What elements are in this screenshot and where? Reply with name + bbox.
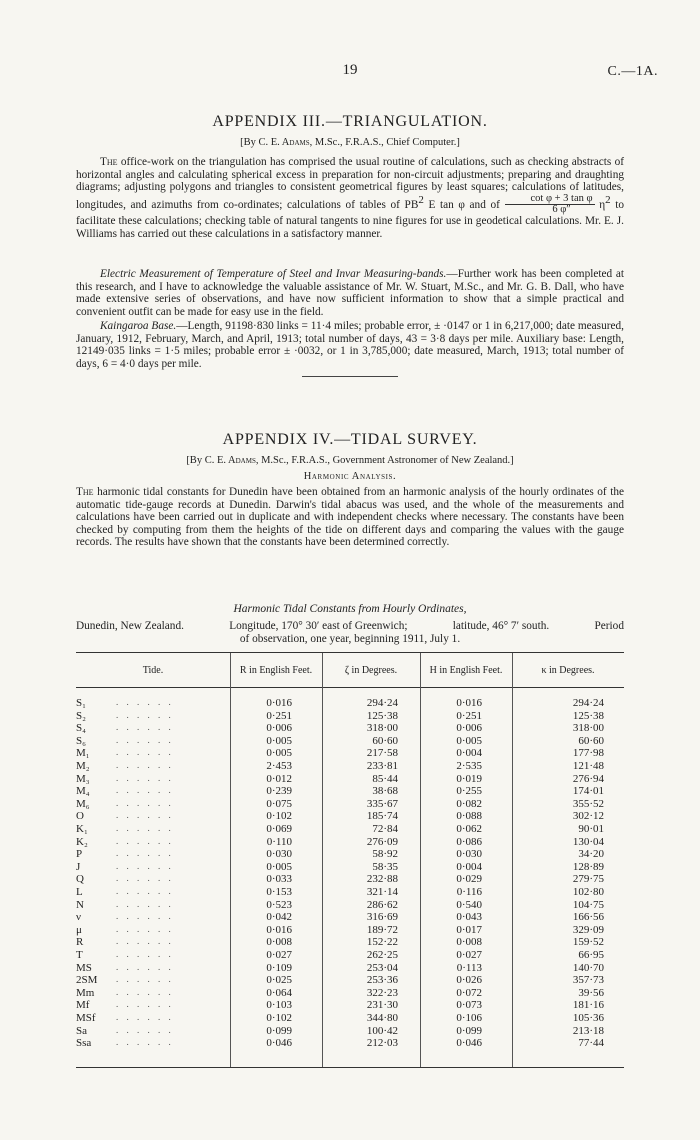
h-value: 0·540 bbox=[456, 898, 482, 911]
kappa-value: 318·00 bbox=[572, 722, 604, 735]
zeta-value: 38·68 bbox=[372, 785, 398, 798]
zeta-value: 322·23 bbox=[366, 986, 398, 999]
tide-cell: N bbox=[76, 898, 84, 911]
r-value: 0·008 bbox=[266, 936, 292, 949]
r-value: 0·251 bbox=[266, 709, 292, 722]
header-zeta: ζ in Degrees. bbox=[344, 665, 398, 676]
leader-dots: . . . . . . bbox=[116, 797, 174, 808]
r-value: 0·103 bbox=[266, 999, 292, 1012]
kappa-value: 276·94 bbox=[572, 772, 604, 785]
kappa-value: 77·44 bbox=[578, 1037, 604, 1050]
r-value: 0·102 bbox=[266, 1012, 292, 1024]
leader-dots: . . . . . . bbox=[116, 936, 174, 947]
table-row bbox=[76, 924, 624, 937]
h-value: 0·043 bbox=[456, 911, 482, 924]
r-value: 0·110 bbox=[266, 835, 292, 848]
tide-cell: MSf bbox=[76, 1012, 96, 1024]
table-row bbox=[76, 836, 624, 849]
h-value: 0·116 bbox=[456, 886, 482, 898]
zeta-value: 58·35 bbox=[372, 860, 398, 873]
zeta-value: 253·04 bbox=[366, 961, 398, 974]
h-value: 0·008 bbox=[456, 936, 482, 949]
kappa-value: 294·24 bbox=[572, 697, 604, 709]
zeta-value: 253·36 bbox=[366, 974, 398, 987]
h-value: 0·027 bbox=[456, 949, 482, 961]
zeta-value: 262·25 bbox=[366, 949, 398, 961]
table-row bbox=[76, 798, 624, 811]
zeta-value: 58·92 bbox=[372, 848, 398, 861]
h-value: 0·082 bbox=[456, 797, 482, 810]
h-value: 0·099 bbox=[456, 1024, 482, 1037]
table-row bbox=[76, 785, 624, 798]
location-line: Dunedin, New Zealand. Longitude, 170° 30′ east of Greenwich; latitude, 46° 7′ south. Period bbox=[76, 620, 624, 632]
table-row bbox=[76, 861, 624, 874]
kappa-value: 66·95 bbox=[578, 949, 604, 961]
table-row bbox=[76, 936, 624, 949]
kappa-value: 279·75 bbox=[572, 873, 604, 886]
h-value: 0·106 bbox=[456, 1012, 482, 1024]
tide-cell: M₃ bbox=[76, 772, 90, 785]
appendix-3-paragraph-3: Kaingaroa Base.—Length, 91198·830 links = 11·4 miles; probable error, ± ·0147 or 1 in 6,217,000; date measured, January, 1912, February, March, and April, 1913; total number of days, 43 = 3·8 days per mile. Auxiliary base: Length, 12149·035 links = 1·5 miles; probable error ± ·0032, or 1 in 3,785,000; date measured, March, 1913; total number of days, 6 = 4·0 days per mile. bbox=[76, 320, 624, 370]
zeta-value: 100·42 bbox=[366, 1024, 398, 1037]
r-value: 0·016 bbox=[266, 697, 292, 709]
table-row bbox=[76, 899, 624, 912]
leader-dots: . . . . . . bbox=[116, 986, 174, 997]
tide-cell: ν bbox=[76, 911, 81, 924]
h-value: 0·088 bbox=[456, 810, 482, 823]
tide-cell: S₁ bbox=[76, 697, 86, 709]
tide-cell: MS bbox=[76, 961, 92, 974]
h-value: 0·019 bbox=[456, 772, 482, 785]
tidal-constants-table bbox=[76, 652, 624, 1068]
table-row bbox=[76, 773, 624, 786]
document-code: C.—1A. bbox=[607, 64, 658, 79]
kappa-value: 104·75 bbox=[572, 898, 604, 911]
h-value: 0·004 bbox=[456, 747, 482, 760]
h-value: 0·005 bbox=[456, 734, 482, 747]
leader-dots: . . . . . . bbox=[116, 747, 174, 758]
table-row bbox=[76, 848, 624, 861]
table-row bbox=[76, 949, 624, 962]
table-row bbox=[76, 1025, 624, 1038]
r-value: 0·030 bbox=[266, 848, 292, 861]
leader-dots: . . . . . . bbox=[116, 1012, 174, 1022]
table-row bbox=[76, 1012, 624, 1025]
table-row bbox=[76, 962, 624, 975]
appendix-3-paragraph-1: The office-work on the triangulation has comprised the usual routine of calculations, such as checking abstracts of horizontal angles and calculating spherical excess in preparation for non-circuit adjustments; preparing and draughting diagrams; adjusting polygons and triangles to consistent geometrical figures by least squares; calculations of latitudes, longitudes, and azimuths from co-ordinates; calculations of tables of $PB^2$ E tan φ and of $\frac{\text{cot φ + 3 tan φ}}{6 \varphi''}$ $\eta^2$ to facilitate these calculations; checking table of natural tangents to nine figures for use in geodetical calculations. Mr. E. J. Williams has carried out these calculations in a satisfactory manner. bbox=[76, 156, 625, 241]
zeta-value: 321·14 bbox=[366, 886, 398, 898]
leader-dots: . . . . . . bbox=[116, 785, 174, 796]
h-value: 0·006 bbox=[456, 722, 482, 735]
appendix-3-title: APPENDIX III.—TRIANGULATION. bbox=[212, 113, 488, 130]
tide-cell: P bbox=[76, 848, 83, 861]
tide-cell: μ bbox=[76, 923, 82, 936]
kappa-value: 159·52 bbox=[572, 936, 604, 949]
table-row bbox=[76, 722, 624, 735]
leader-dots: . . . . . . bbox=[116, 1037, 174, 1048]
harmonic-analysis-heading: Harmonic Analysis. bbox=[303, 471, 397, 482]
zeta-value: 276·09 bbox=[366, 835, 398, 848]
r-value: 0·005 bbox=[266, 860, 292, 873]
kappa-value: 329·09 bbox=[572, 923, 604, 936]
header-kappa: κ in Degrees. bbox=[541, 665, 595, 676]
table-row bbox=[76, 1037, 624, 1050]
zeta-value: 152·22 bbox=[366, 936, 398, 949]
zeta-value: 318·00 bbox=[366, 722, 398, 735]
leader-dots: . . . . . . bbox=[116, 848, 174, 859]
tide-cell: L bbox=[76, 886, 83, 898]
kappa-value: 213·18 bbox=[572, 1024, 604, 1037]
leader-dots: . . . . . . bbox=[116, 760, 174, 770]
tide-cell: J bbox=[76, 860, 81, 873]
tide-cell: K₂ bbox=[76, 835, 88, 848]
table-title: Harmonic Tidal Constants from Hourly Ordinates, bbox=[233, 603, 467, 615]
header-h: H in English Feet. bbox=[429, 665, 503, 676]
r-value: 0·239 bbox=[266, 785, 292, 798]
leader-dots: . . . . . . bbox=[116, 823, 174, 833]
h-value: 0·004 bbox=[456, 860, 482, 873]
kappa-value: 60·60 bbox=[578, 734, 604, 747]
zeta-value: 72·84 bbox=[372, 823, 398, 835]
kappa-value: 181·16 bbox=[572, 999, 604, 1012]
h-value: 0·255 bbox=[456, 785, 482, 798]
r-value: 0·046 bbox=[266, 1037, 292, 1050]
h-value: 0·046 bbox=[456, 1037, 482, 1050]
tide-cell: Q bbox=[76, 873, 84, 886]
r-value: 0·075 bbox=[266, 797, 292, 810]
kappa-value: 130·04 bbox=[572, 835, 604, 848]
table-row bbox=[76, 987, 624, 1000]
table-row bbox=[76, 999, 624, 1012]
r-value: 0·109 bbox=[266, 961, 292, 974]
leader-dots: . . . . . . bbox=[116, 1024, 174, 1035]
appendix-4-paragraph: The harmonic tidal constants for Dunedin have been obtained from an harmonic analysis of the hourly ordinates of the automatic tide-gauge records at Dunedin. Darwin's tidal abacus was used, and the whole of the measurements and calculations have been carried out in duplicate and with independent checks where necessary. The constants have been checked by computing from them the heights of the tide on different days and comparing the values with the gauge records. The results have shown that the constants have been determined correctly. bbox=[76, 486, 624, 549]
kappa-value: 121·48 bbox=[572, 760, 604, 772]
h-value: 0·026 bbox=[456, 974, 482, 987]
tide-cell: M₆ bbox=[76, 797, 90, 810]
r-value: 0·102 bbox=[266, 810, 292, 823]
tide-cell: M₂ bbox=[76, 760, 90, 772]
leader-dots: . . . . . . bbox=[116, 873, 174, 884]
r-value: 0·005 bbox=[266, 747, 292, 760]
r-value: 0·042 bbox=[266, 911, 292, 924]
r-value: 0·523 bbox=[266, 898, 292, 911]
table-row bbox=[76, 810, 624, 823]
zeta-value: 60·60 bbox=[372, 734, 398, 747]
leader-dots: . . . . . . bbox=[116, 734, 174, 745]
header-r: R in English Feet. bbox=[239, 665, 313, 676]
h-value: 2·535 bbox=[456, 760, 482, 772]
leader-dots: . . . . . . bbox=[116, 923, 174, 934]
r-value: 0·069 bbox=[266, 823, 292, 835]
zeta-value: 335·67 bbox=[366, 797, 398, 810]
h-value: 0·113 bbox=[456, 961, 482, 974]
leader-dots: . . . . . . bbox=[116, 697, 174, 707]
tide-cell: S₂ bbox=[76, 709, 86, 722]
zeta-value: 231·30 bbox=[366, 999, 398, 1012]
r-value: 0·099 bbox=[266, 1024, 292, 1037]
leader-dots: . . . . . . bbox=[116, 961, 174, 972]
r-value: 0·027 bbox=[266, 949, 292, 961]
table-row bbox=[76, 747, 624, 760]
zeta-value: 233·81 bbox=[366, 760, 398, 772]
r-value: 0·006 bbox=[266, 722, 292, 735]
kappa-value: 355·52 bbox=[572, 797, 604, 810]
appendix-4-title: APPENDIX IV.—TIDAL SURVEY. bbox=[222, 431, 478, 448]
zeta-value: 189·72 bbox=[366, 923, 398, 936]
kappa-value: 105·36 bbox=[572, 1012, 604, 1024]
kappa-value: 177·98 bbox=[572, 747, 604, 760]
kappa-value: 140·70 bbox=[572, 961, 604, 974]
leader-dots: . . . . . . bbox=[116, 999, 174, 1010]
leader-dots: . . . . . . bbox=[116, 911, 174, 922]
kappa-value: 166·56 bbox=[572, 911, 604, 924]
h-value: 0·062 bbox=[456, 823, 482, 835]
zeta-value: 85·44 bbox=[372, 772, 398, 785]
kappa-value: 102·80 bbox=[572, 886, 604, 898]
h-value: 0·017 bbox=[456, 923, 482, 936]
table-row bbox=[76, 873, 624, 886]
h-value: 0·029 bbox=[456, 873, 482, 886]
tide-cell: S₆ bbox=[76, 734, 86, 747]
r-value: 0·012 bbox=[266, 772, 292, 785]
tide-cell: Mm bbox=[76, 986, 95, 999]
r-value: 0·025 bbox=[266, 974, 292, 987]
tide-cell: M₁ bbox=[76, 747, 90, 760]
kappa-value: 357·73 bbox=[572, 974, 604, 987]
zeta-value: 212·03 bbox=[366, 1037, 398, 1050]
tide-cell: S₄ bbox=[76, 722, 86, 735]
tide-cell: K₁ bbox=[76, 823, 88, 835]
zeta-value: 316·69 bbox=[366, 911, 398, 924]
table-row bbox=[76, 886, 624, 899]
leader-dots: . . . . . . bbox=[116, 886, 174, 896]
tide-cell: M₄ bbox=[76, 785, 90, 798]
tide-cell: 2SM bbox=[76, 974, 98, 987]
table-header-rule bbox=[76, 687, 624, 688]
tide-cell: Mf bbox=[76, 999, 90, 1012]
table-row bbox=[76, 760, 624, 773]
leader-dots: . . . . . . bbox=[116, 949, 174, 959]
leader-dots: . . . . . . bbox=[116, 898, 174, 909]
tide-cell: O bbox=[76, 810, 84, 823]
table-row bbox=[76, 911, 624, 924]
kappa-value: 90·01 bbox=[578, 823, 604, 835]
zeta-value: 185·74 bbox=[366, 810, 398, 823]
zeta-value: 344·80 bbox=[366, 1012, 398, 1024]
h-value: 0·072 bbox=[456, 986, 482, 999]
table-row bbox=[76, 974, 624, 987]
r-value: 0·153 bbox=[266, 886, 292, 898]
kappa-value: 174·01 bbox=[572, 785, 604, 798]
leader-dots: . . . . . . bbox=[116, 722, 174, 733]
r-value: 0·005 bbox=[266, 734, 292, 747]
page-number: 19 bbox=[342, 62, 358, 78]
h-value: 0·086 bbox=[456, 835, 482, 848]
header-tide: Tide. bbox=[142, 665, 164, 676]
r-value: 0·016 bbox=[266, 923, 292, 936]
r-value: 0·064 bbox=[266, 986, 292, 999]
leader-dots: . . . . . . bbox=[116, 709, 174, 720]
h-value: 0·251 bbox=[456, 709, 482, 722]
table-row bbox=[76, 697, 624, 710]
h-value: 0·016 bbox=[456, 697, 482, 709]
zeta-value: 286·62 bbox=[366, 898, 398, 911]
tide-cell: Sa bbox=[76, 1024, 87, 1037]
appendix-3-byline: [By C. E. Adams, M.Sc., F.R.A.S., Chief Computer.] bbox=[240, 137, 460, 148]
kappa-value: 302·12 bbox=[572, 810, 604, 823]
leader-dots: . . . . . . bbox=[116, 772, 174, 783]
kappa-value: 125·38 bbox=[572, 709, 604, 722]
leader-dots: . . . . . . bbox=[116, 835, 174, 846]
r-value: 0·033 bbox=[266, 873, 292, 886]
r-value: 2·453 bbox=[266, 760, 292, 772]
kappa-value: 39·56 bbox=[578, 986, 604, 999]
tide-cell: R bbox=[76, 936, 84, 949]
appendix-3-paragraph-2: Electric Measurement of Temperature of Steel and Invar Measuring-bands.—Further work has been completed at this research, and I have to acknowledge the valuable assistance of Mr. W. Stuart, M.Sc., and Mr. G. B. Dall, who have made extensive series of observations, and have now sufficient information to show that a simple practical and convenient outfit can be made for easy use in the field. bbox=[76, 268, 624, 318]
observation-period: of observation, one year, beginning 1911, July 1. bbox=[239, 633, 461, 645]
leader-dots: . . . . . . bbox=[116, 810, 174, 821]
tide-cell: T bbox=[76, 949, 83, 961]
zeta-value: 125·38 bbox=[366, 709, 398, 722]
table-row bbox=[76, 735, 624, 748]
tide-cell: Ssa bbox=[76, 1037, 92, 1050]
zeta-value: 232·88 bbox=[366, 873, 398, 886]
appendix-4-byline: [By C. E. Adams, M.Sc., F.R.A.S., Government Astronomer of New Zealand.] bbox=[186, 455, 514, 466]
table-row bbox=[76, 823, 624, 836]
section-divider bbox=[302, 376, 398, 377]
zeta-value: 217·58 bbox=[366, 747, 398, 760]
h-value: 0·073 bbox=[456, 999, 482, 1012]
zeta-value: 294·24 bbox=[366, 697, 398, 709]
kappa-value: 128·89 bbox=[572, 860, 604, 873]
table-row bbox=[76, 710, 624, 723]
kappa-value: 34·20 bbox=[578, 848, 604, 861]
h-value: 0·030 bbox=[456, 848, 482, 861]
leader-dots: . . . . . . bbox=[116, 860, 174, 871]
formula-fraction: $\frac{\text{cot φ + 3 tan φ}}{6 \varphi''}$ bbox=[505, 194, 595, 215]
leader-dots: . . . . . . bbox=[116, 974, 174, 985]
